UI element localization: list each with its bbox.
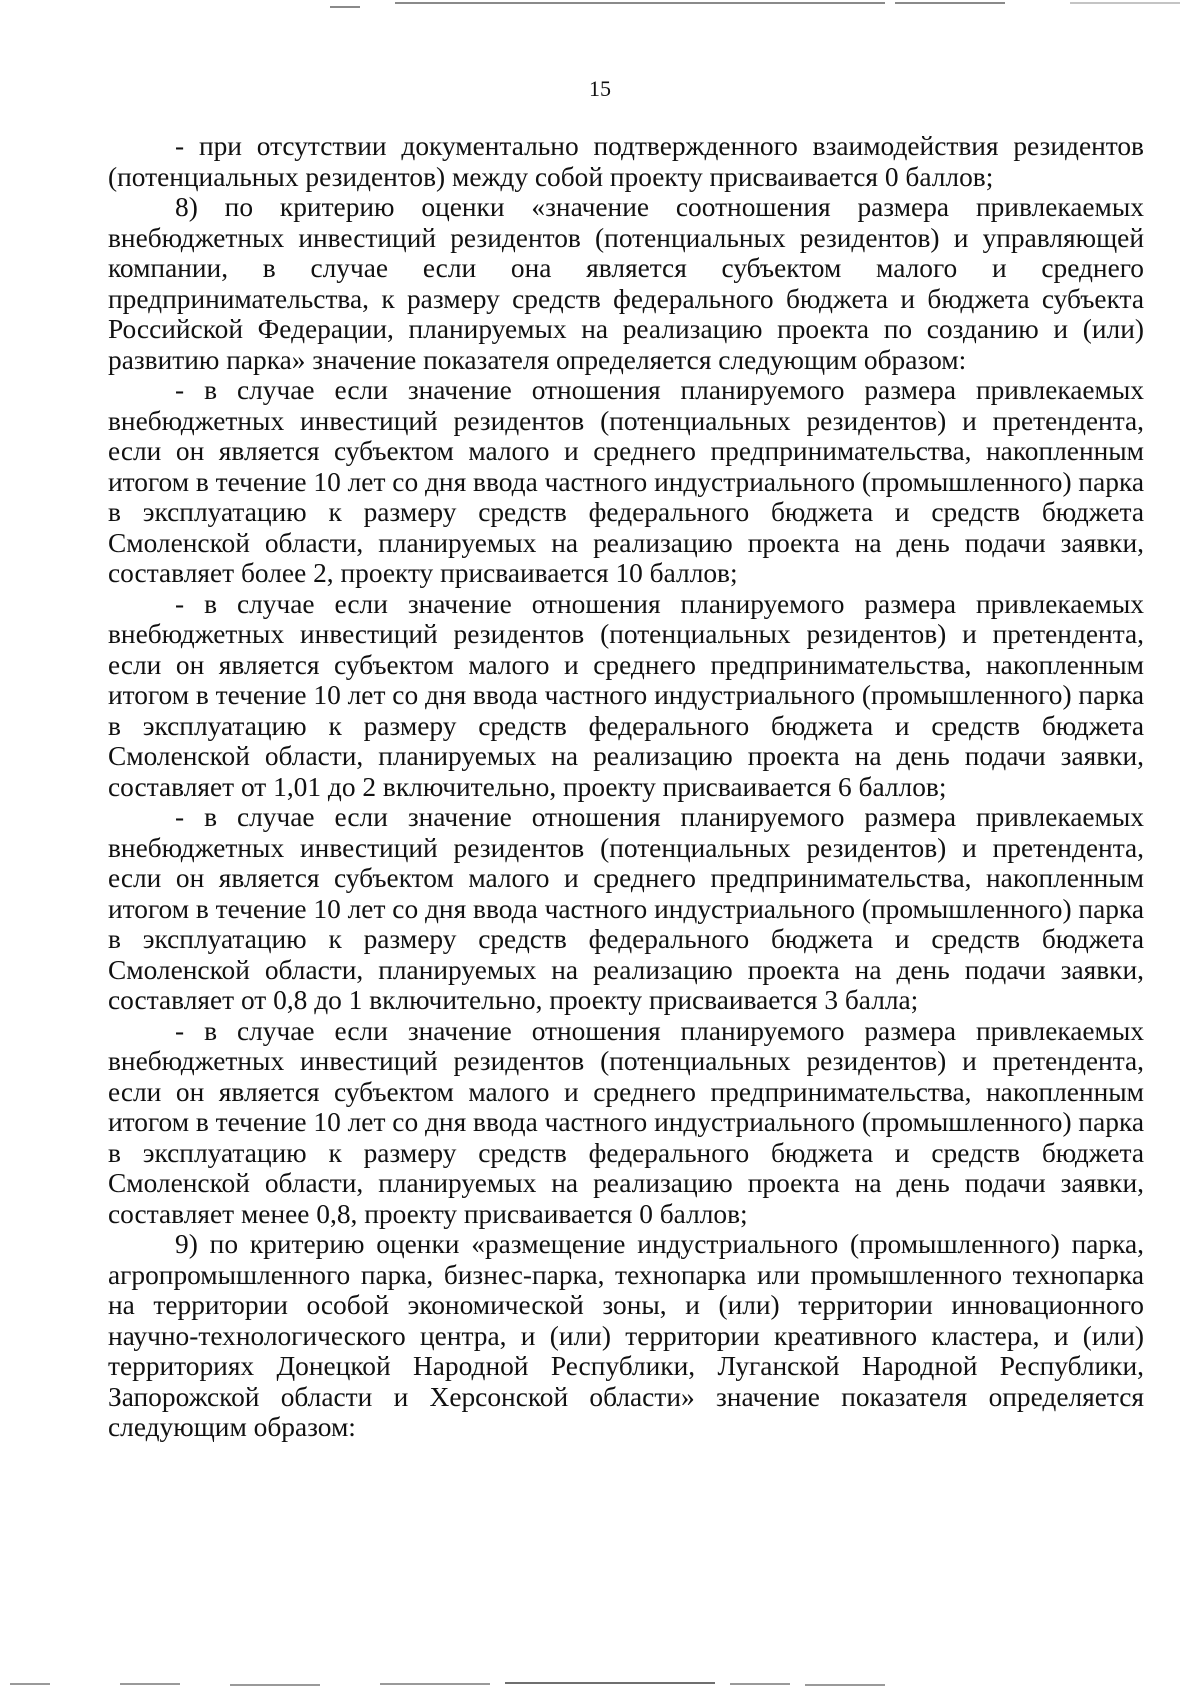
scan-artifact-top-4 [1070,2,1180,4]
page-number: 15 [589,76,611,101]
scan-artifact-bottom [0,1681,1200,1687]
paragraph: 9) по критерию оценки «размещение индустриального (промышленного) парка, агропромышленного парка, бизнес-парка, технопарка или промышленного технопарка на территории особой экономической зоны, и (или) территории инновационного научно-технологического центра, и (или) территории креативного кластера, и (или) территориях Донецкой Народной Республики, Луганской Народной Республики, Запорожской области и Херсонской области» значение показателя определяется следующим образом: [108,1229,1144,1442]
paragraph: 8) по критерию оценки «значение соотношения размера привлекаемых внебюджетных инвестиций резидентов (потенциальных резидентов) и управляющей компании, в случае если она является субъектом малого и среднего предпринимательства, к размеру средств федерального бюджета и бюджета субъекта Российской Федерации, планируемых на реализацию проекта по созданию и (или) развитию парка» значение показателя определяется следующим образом: [108,192,1144,375]
scan-artifact-top-1 [330,6,360,8]
scan-artifact-top-3 [895,2,1005,4]
scan-artifact-top-2 [395,2,885,4]
paragraph: - в случае если значение отношения планируемого размера привлекаемых внебюджетных инвестиций резидентов (потенциальных резидентов) и претендента, если он является субъектом малого и среднего предпринимательства, накопленным итогом в течение 10 лет со дня ввода частного индустриального (промышленного) парка в эксплуатацию к размеру средств федерального бюджета и средств бюджета Смоленской области, планируемых на реализацию проекта на день подачи заявки, составляет от 0,8 до 1 включительно, проекту присваивается 3 балла; [108,802,1144,1015]
paragraph: - в случае если значение отношения планируемого размера привлекаемых внебюджетных инвестиций резидентов (потенциальных резидентов) и претендента, если он является субъектом малого и среднего предпринимательства, накопленным итогом в течение 10 лет со дня ввода частного индустриального (промышленного) парка в эксплуатацию к размеру средств федерального бюджета и средств бюджета Смоленской области, планируемых на реализацию проекта на день подачи заявки, составляет менее 0,8, проекту присваивается 0 баллов; [108,1015,1144,1229]
paragraph: - в случае если значение отношения планируемого размера привлекаемых внебюджетных инвестиций резидентов (потенциальных резидентов) и претендента, если он является субъектом малого и среднего предпринимательства, накопленным итогом в течение 10 лет со дня ввода частного индустриального (промышленного) парка в эксплуатацию к размеру средств федерального бюджета и средств бюджета Смоленской области, планируемых на реализацию проекта на день подачи заявки, составляет от 1,01 до 2 включительно, проекту присваивается 6 баллов; [108,588,1144,802]
document-body [108,131,1144,1443]
paragraph: - при отсутствии документально подтвержденного взаимодействия резидентов (потенциальных резидентов) между собой проекту присваивается 0 баллов; [108,131,1144,192]
paragraph: - в случае если значение отношения планируемого размера привлекаемых внебюджетных инвестиций резидентов (потенциальных резидентов) и претендента, если он является субъектом малого и среднего предпринимательства, накопленным итогом в течение 10 лет со дня ввода частного индустриального (промышленного) парка в эксплуатацию к размеру средств федерального бюджета и средств бюджета Смоленской области, планируемых на реализацию проекта на день подачи заявки, составляет более 2, проекту присваивается 10 баллов; [108,375,1144,588]
